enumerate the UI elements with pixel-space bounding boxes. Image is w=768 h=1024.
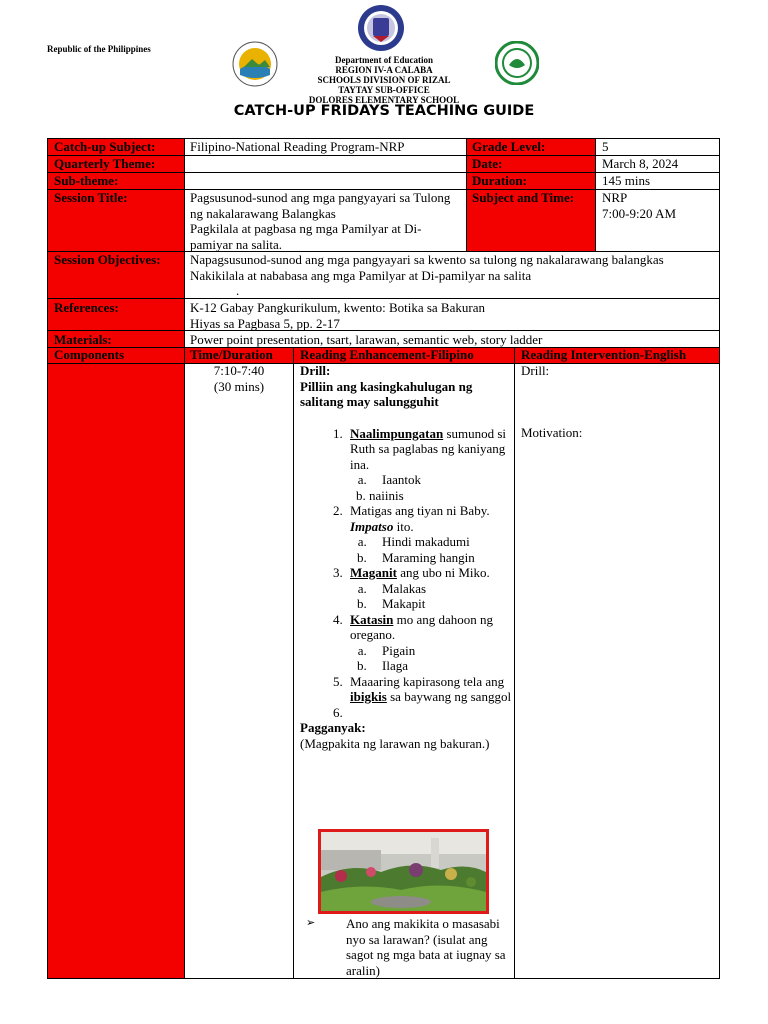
drill-item-6: [346, 705, 512, 721]
subject-value: Filipino-National Reading Program-NRP: [190, 139, 405, 154]
question-block: [300, 916, 512, 978]
choice-a: a. Malakas: [370, 581, 512, 597]
objectives-label: Session Objectives:: [54, 252, 161, 267]
school-name: DOLORES ELEMENTARY SCHOOL: [308, 95, 460, 105]
date-value: March 8, 2024: [602, 156, 679, 171]
objective-1: Napagsusunod-sunod ang mga pangyayari sa kwento sa tulong ng nakalarawang balangkas: [190, 252, 664, 267]
reference-2: Hiyas sa Pagbasa 5, pp. 2-17: [190, 315, 340, 331]
time-slot: [185, 363, 293, 394]
english-drill-label: Drill:: [521, 363, 550, 378]
choice-b: b. naiinis: [356, 487, 404, 503]
filipino-content: [300, 363, 512, 751]
subject-label: Catch-up Subject:: [54, 139, 156, 154]
drill-item-2: 2. Matigas ang tiyan ni Baby. Impatso ito. a. Hindi makadumi b. Maraming hangin: [346, 503, 512, 565]
duration-value: 145 mins: [602, 173, 651, 188]
choice-a: a. Hindi makadumi: [370, 534, 512, 550]
choice-a: a. Iaantok: [370, 472, 512, 488]
drill-item-5: 5. Maaaring kapirasong tela ang ibigkis sa baywang ng sanggol: [346, 674, 512, 705]
subject-time-value: [602, 190, 676, 221]
drill-item-2-choices: [350, 534, 512, 565]
subtheme-label: Sub-theme:: [54, 173, 119, 188]
objectives-value: [190, 252, 715, 299]
english-motivation-label: Motivation:: [521, 425, 583, 440]
pagganyak-label: Pagganyak:: [300, 720, 366, 735]
reference-1: K-12 Gabay Pangkurikulum, kwento: Botika sa Bakuran: [190, 300, 485, 315]
republic-label: Republic of the Philippines: [47, 44, 151, 54]
deped-seal-logo: [357, 4, 405, 52]
drill-instruction: Pilliin ang kasingkahulugan ng salitang may salungguhit: [300, 378, 473, 409]
choice-b: b. Maraming hangin: [370, 550, 512, 566]
dept-name: Department of Education: [335, 55, 433, 65]
drill-item-3: 3. Maganit ang ubo ni Miko. a. Malakas b. Makapit: [346, 565, 512, 612]
choice-b: b. Makapit: [370, 596, 512, 612]
time-duration: (30 mins): [213, 378, 265, 394]
col-components: Components: [54, 347, 125, 362]
materials-value: Power point presentation, tsart, larawan, semantic web, story ladder: [190, 332, 543, 347]
subject-time-line2: 7:00-9:20 AM: [602, 205, 677, 221]
subject-time-line1: NRP: [602, 190, 628, 205]
region-name: REGION IV-A CALABA: [335, 65, 433, 75]
col-english: Reading Intervention-English: [521, 347, 687, 362]
theme-label: Quarterly Theme:: [54, 156, 156, 171]
choice-a: a. Pigain: [370, 643, 512, 659]
references-label: References:: [54, 300, 119, 315]
suboffice-name: TAYTAY SUB-OFFICE: [338, 85, 430, 95]
grade-value: 5: [602, 139, 609, 154]
grade-label: Grade Level:: [472, 139, 546, 154]
objective-2: Nakikilala at nababasa ang mga Pamilyar at Di-pamilyar na salita: [190, 267, 532, 283]
garden-photo: [321, 832, 486, 911]
drill-item-1: 1. Naalimpungatan sumunod si Ruth sa paglabas ng kaniyang ina. a. Iaantok b. naiinis: [346, 426, 512, 504]
division-logo: [232, 41, 278, 87]
choice-b: b. Ilaga: [370, 658, 512, 674]
session-title-line2: Pagkilala at pagbasa ng mga Pamilyar at Di-pamiyar na salita.: [190, 221, 422, 252]
drill-item-1-choices: [350, 472, 512, 503]
session-title-line1: Pagsusunod-sunod ang mga pangyayari sa Tulong ng nakalarawang Balangkas: [190, 190, 451, 221]
page-title: CATCH-UP FRIDAYS TEACHING GUIDE: [233, 103, 535, 119]
materials-label: Materials:: [54, 332, 112, 347]
drill-list: [300, 426, 512, 721]
session-title-value: [190, 190, 462, 252]
objective-3: .: [236, 283, 240, 298]
time-range: 7:10-7:40: [213, 363, 265, 378]
drill-item-4-choices: [350, 643, 512, 674]
school-logo: [495, 41, 539, 85]
drill-label: Drill:: [300, 363, 331, 378]
subject-time-label: Subject and Time:: [472, 190, 575, 205]
date-label: Date:: [472, 156, 503, 171]
question-list: [300, 916, 512, 978]
col-filipino: Reading Enhancement-Filipino: [300, 347, 474, 362]
garden-image: [318, 829, 489, 914]
references-value: [190, 300, 485, 331]
pagganyak-text: (Magpakita ng larawan ng bakuran.): [300, 735, 490, 751]
drill-item-3-choices: [350, 581, 512, 612]
drill-item-4: 4. Katasin mo ang dahoon ng oregano. a. Pigain b. Ilaga: [346, 612, 512, 674]
question-item: ➢ Ano ang makikita o masasabi nyo sa larawan? (isulat ang sagot ng mga bata at iugnay sa aralin): [330, 916, 512, 978]
division-name: SCHOOLS DIVISION OF RIZAL: [317, 75, 451, 85]
session-title-label: Session Title:: [54, 190, 128, 205]
col-time: Time/Duration: [190, 347, 273, 362]
duration-label: Duration:: [472, 173, 527, 188]
